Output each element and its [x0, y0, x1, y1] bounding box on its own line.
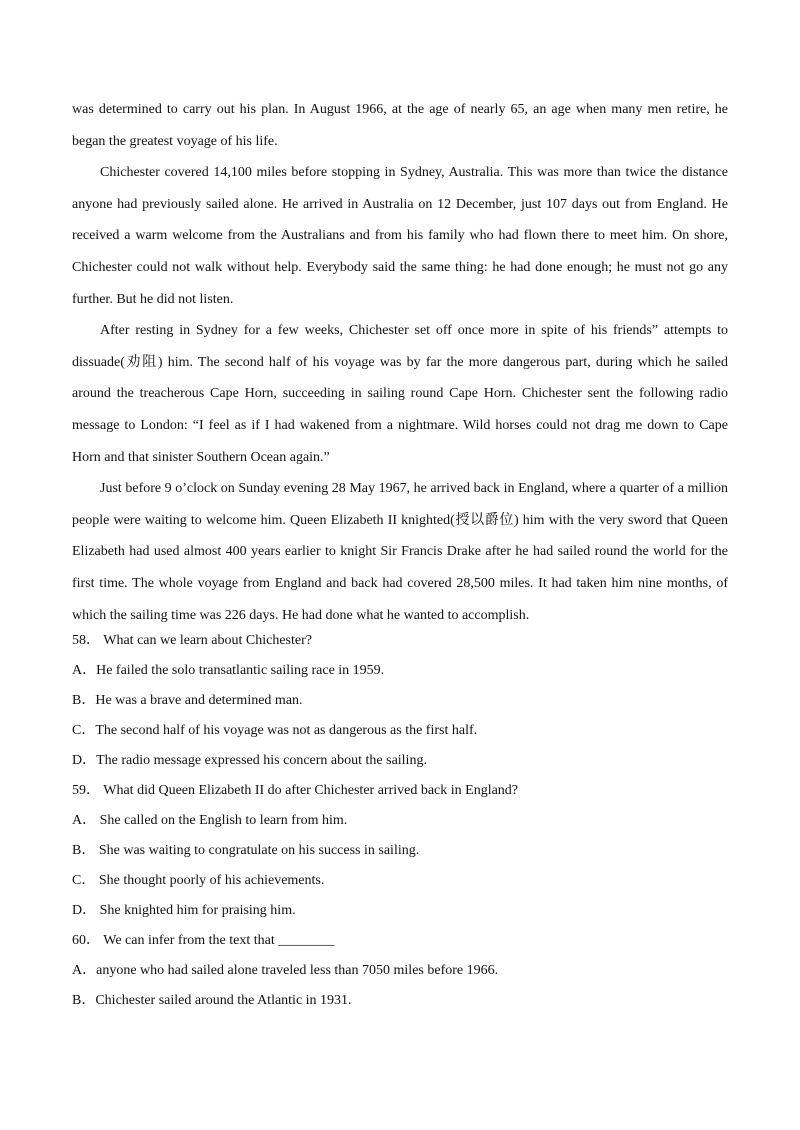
- passage-paragraph-3: After resting in Sydney for a few weeks, Chichester set off once more in spite of his friends” attempts to dissuade(劝阻) him. The second half of his voyage was by far the more dangerous part, during which he sailed around the treacherous Cape Horn, succeeding in sailing round Cape Horn. Chichester sent the following radio message to London: “I feel as if I had wakened from a nightmare. Wild horses could not drag me down to Cape Horn and that sinister Southern Ocean again.”: [72, 323, 728, 465]
- question-option: C． She thought poorly of his achievements.: [72, 873, 325, 888]
- question-option: B．Chichester sailed around the Atlantic in 1931.: [72, 993, 352, 1008]
- question-option: A．anyone who had sailed alone traveled less than 7050 miles before 1966.: [72, 963, 499, 978]
- question-option: A． She called on the English to learn from him.: [72, 813, 348, 828]
- question-58: [72, 626, 728, 776]
- question-list: [72, 626, 728, 1016]
- question-59: [72, 776, 728, 926]
- question-option: B． She was waiting to congratulate on his success in sailing.: [72, 843, 420, 858]
- question-stem: 59． What did Queen Elizabeth II do after Chichester arrived back in England?: [72, 783, 519, 798]
- question-option: D． She knighted him for praising him.: [72, 903, 296, 918]
- passage-paragraph-2: Chichester covered 14,100 miles before stopping in Sydney, Australia. This was more than twice the distance anyone had previously sailed alone. He arrived in Australia on 12 December, just 107 days out from England. He received a warm welcome from the Australians and from his family who had flown there to meet him. On shore, Chichester could not walk without help. Everybody said the same thing: he had done enough; he must not go any further. But he did not listen.: [72, 165, 728, 307]
- question-option: C．The second half of his voyage was not as dangerous as the first half.: [72, 723, 478, 738]
- reading-passage: [72, 94, 728, 631]
- question-60: [72, 926, 728, 1016]
- passage-paragraph-1: was determined to carry out his plan. In August 1966, at the age of nearly 65, an age when many men retire, he began the greatest voyage of his life.: [72, 102, 728, 149]
- question-option: A．He failed the solo transatlantic sailing race in 1959.: [72, 663, 385, 678]
- passage-paragraph-4: Just before 9 o’clock on Sunday evening 28 May 1967, he arrived back in England, where a quarter of a million people were waiting to welcome him. Queen Elizabeth II knighted(授以爵位) him with the very sword that Queen Elizabeth had used almost 400 years earlier to knight Sir Francis Drake after he had sailed round the world for the first time. The whole voyage from England and back had covered 28,500 miles. It had taken him nine months, of which the sailing time was 226 days. He had done what he wanted to accomplish.: [72, 481, 728, 623]
- question-option: B．He was a brave and determined man.: [72, 693, 303, 708]
- question-stem: 58． What can we learn about Chichester?: [72, 633, 312, 648]
- question-option: D．The radio message expressed his concern about the sailing.: [72, 753, 427, 768]
- question-stem: 60． We can infer from the text that ________: [72, 933, 335, 948]
